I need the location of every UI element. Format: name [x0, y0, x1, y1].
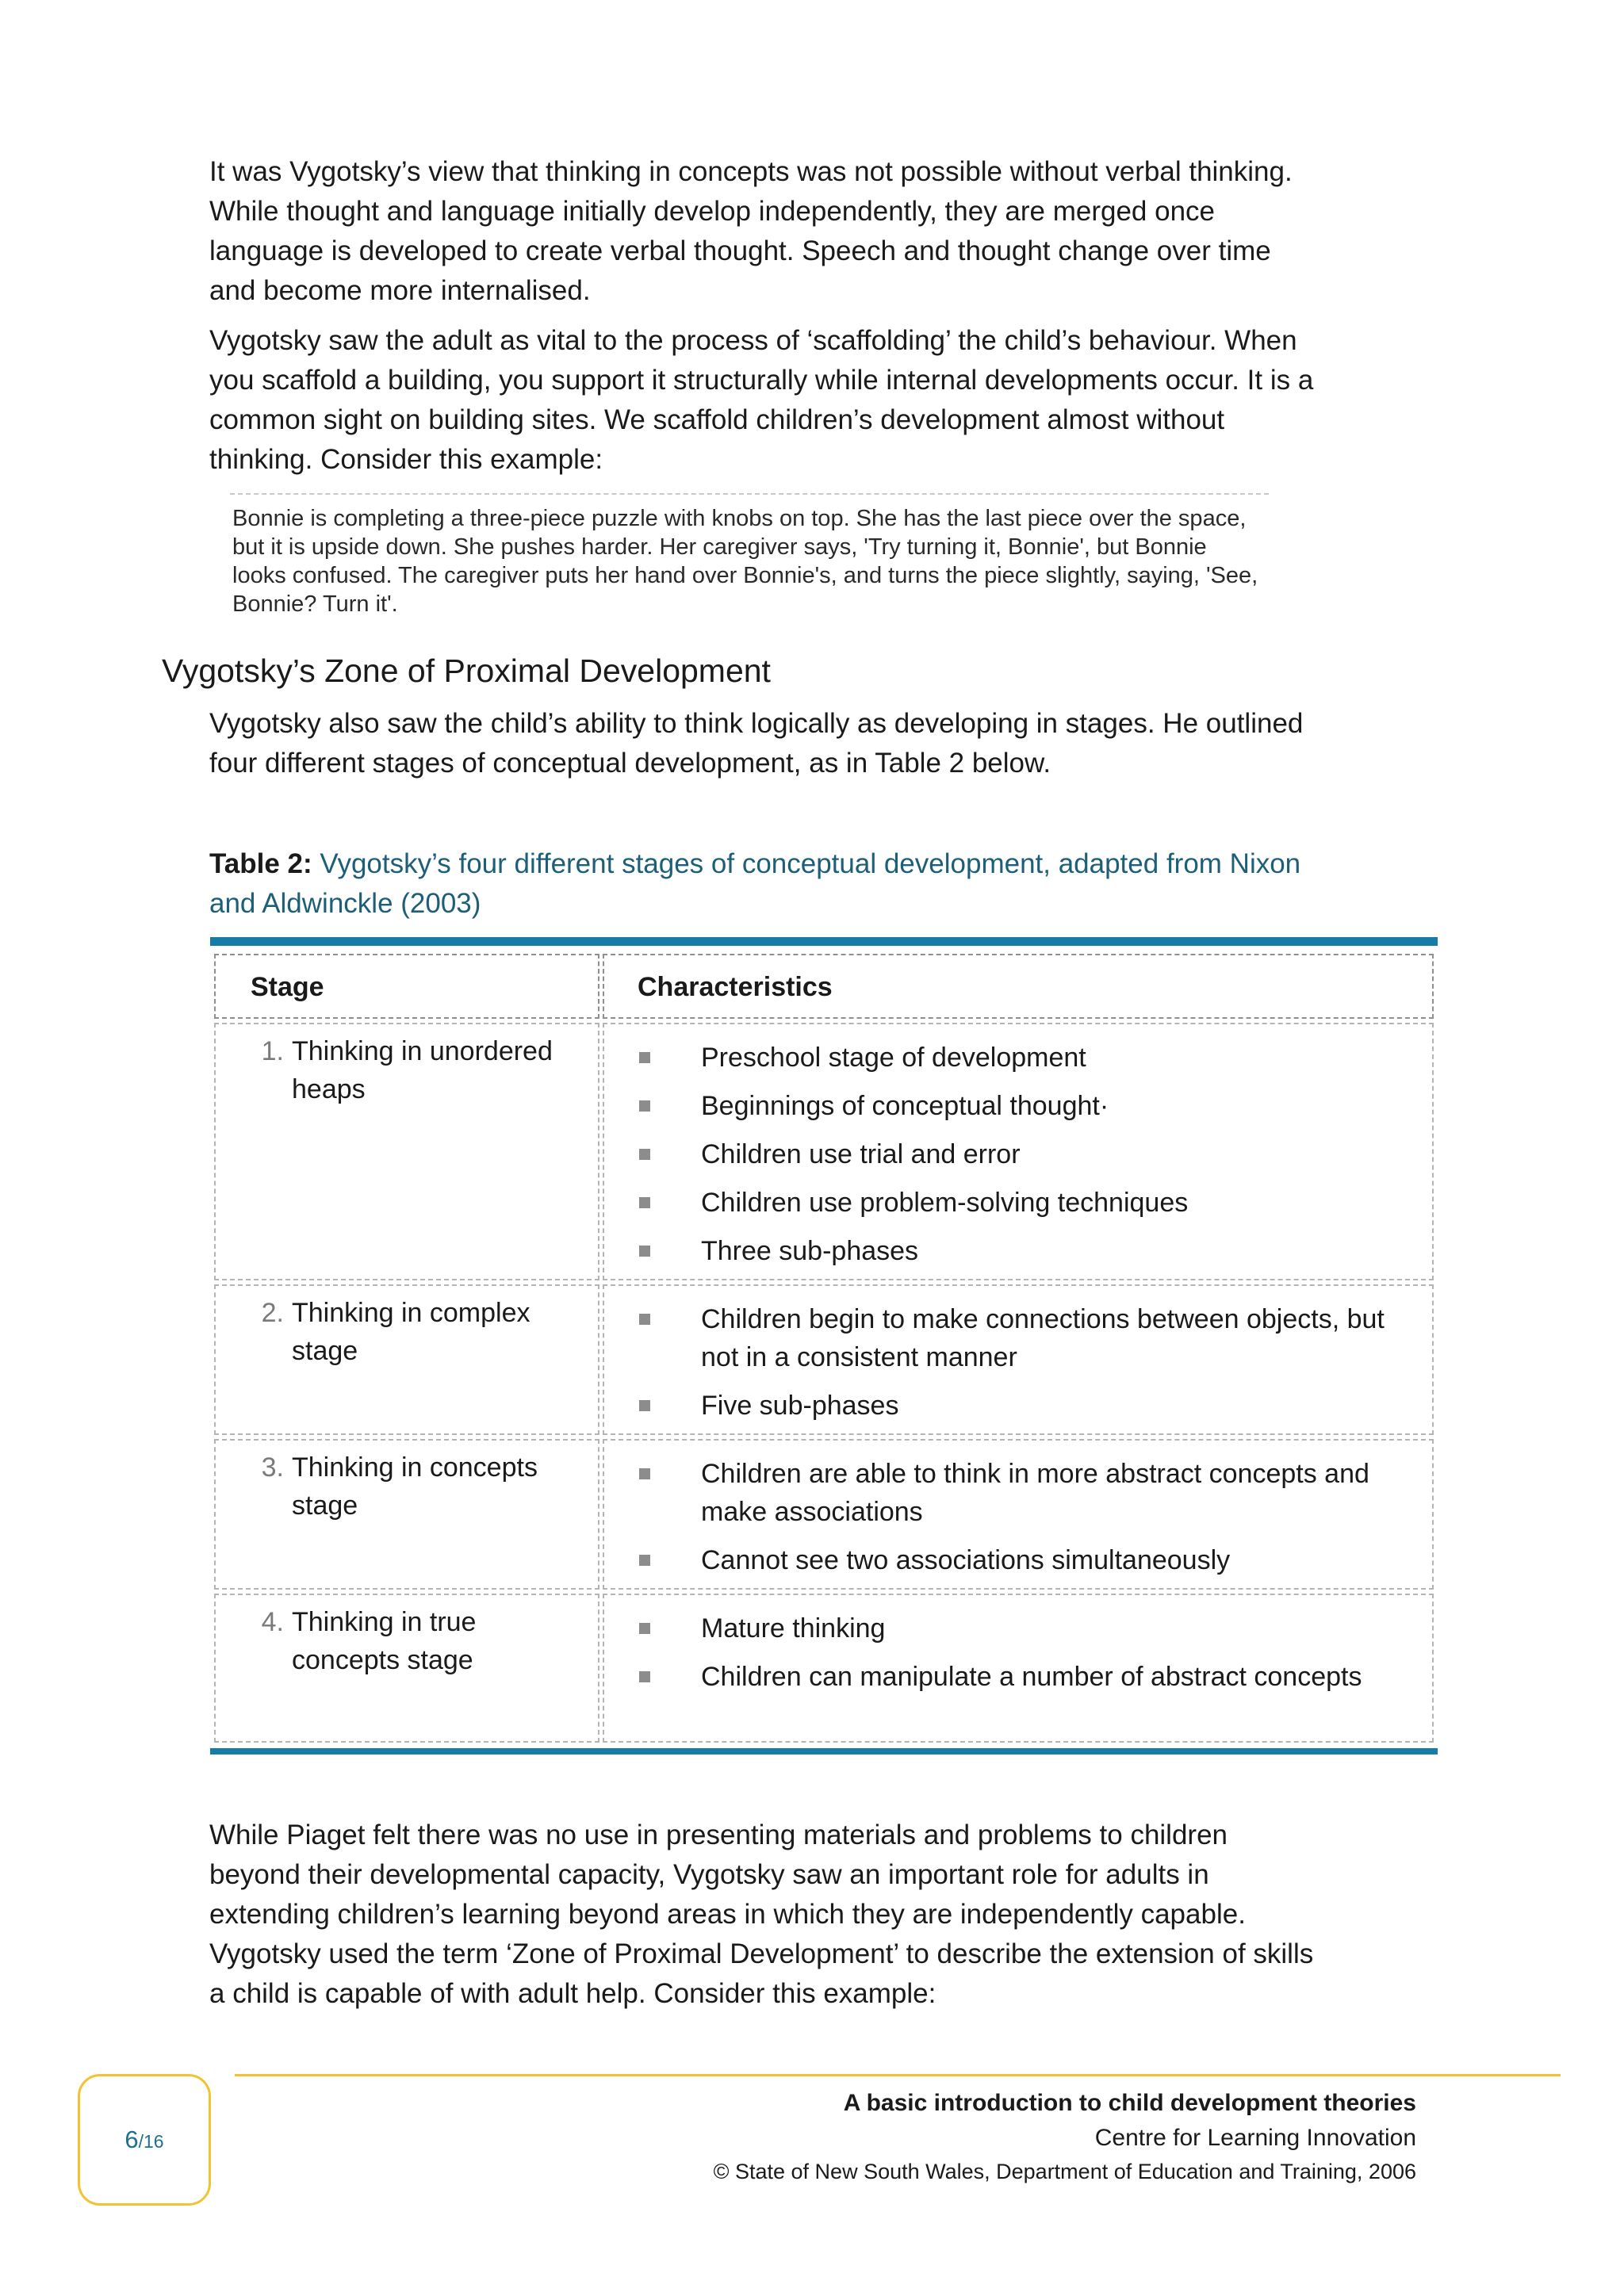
list-item	[604, 1135, 1432, 1173]
example-top-rule	[230, 493, 1269, 495]
stage-label: Thinking in true concepts stage	[292, 1607, 477, 1675]
list-item	[604, 1232, 1432, 1270]
list-item-text: Mature thinking	[701, 1613, 886, 1644]
list-item-text: Cannot see two associations simultaneously	[701, 1545, 1231, 1575]
footer-rule	[235, 2074, 1561, 2076]
list-item-text: Children can manipulate a number of abstract concepts	[701, 1662, 1362, 1692]
table-bottom-bar	[210, 1748, 1438, 1755]
characteristics-list	[604, 1300, 1432, 1435]
list-item	[604, 1184, 1432, 1222]
list-item	[604, 1658, 1432, 1696]
table-row-3-stage	[214, 1439, 599, 1590]
stage-number: 1.	[261, 1036, 284, 1066]
stage-number: 4.	[261, 1607, 284, 1637]
bullet-square-icon	[639, 1197, 650, 1208]
bullet-square-icon	[639, 1671, 650, 1682]
table-row-4-stage	[214, 1594, 599, 1743]
list-item	[604, 1039, 1432, 1077]
page-current: 6	[124, 2126, 139, 2153]
header-label-characteristics: Characteristics	[638, 972, 833, 1002]
list-item-text: Children begin to make connections between objects, but not in a consistent manner	[701, 1304, 1385, 1372]
body-paragraph-4: While Piaget felt there was no use in presenting materials and problems to children beyond their developmental capacity, Vygotsky saw an important role for adults in extending children’s learning beyond areas in which they are independently capable. Vygotsky used the term ‘Zone of Proximal Development’ to describe the extension of skills a child is capable of with adult help. Consider this example:	[209, 1820, 1314, 2009]
table-row-1-characteristics	[603, 1023, 1434, 1280]
list-item	[604, 1087, 1432, 1125]
characteristics-list	[604, 1455, 1432, 1590]
bullet-square-icon	[639, 1468, 650, 1479]
bullet-square-icon	[639, 1149, 650, 1160]
footer-organisation: Centre for Learning Innovation	[1094, 2125, 1416, 2151]
page-number	[80, 2126, 209, 2154]
table-header-characteristics	[603, 954, 1434, 1019]
bullet-square-icon	[639, 1052, 650, 1063]
list-item-text: Preschool stage of development	[701, 1043, 1086, 1073]
characteristics-list	[604, 1609, 1432, 1706]
list-item	[604, 1300, 1432, 1376]
table-row-1-stage	[214, 1023, 599, 1280]
list-item	[604, 1541, 1432, 1579]
bullet-square-icon	[639, 1314, 650, 1325]
table-row-4-characteristics	[603, 1594, 1434, 1743]
stage-label: Thinking in complex stage	[292, 1298, 530, 1366]
header-label-stage: Stage	[251, 972, 324, 1002]
table-row-3-characteristics	[603, 1439, 1434, 1590]
characteristics-list	[604, 1039, 1432, 1280]
bullet-square-icon	[639, 1623, 650, 1634]
body-paragraph-3: Vygotsky also saw the child’s ability to think logically as developing in stages. He outlined four different stages of conceptual development, as in Table 2 below.	[209, 708, 1304, 779]
stage-number: 2.	[261, 1298, 284, 1328]
list-item-text: Children are able to think in more abstract concepts and make associations	[701, 1459, 1369, 1527]
list-item-text: Children use problem-solving techniques	[701, 1188, 1189, 1218]
section-heading: Vygotsky’s Zone of Proximal Development	[162, 652, 771, 689]
table-row-2-stage	[214, 1284, 599, 1435]
table-caption	[209, 844, 1320, 924]
bullet-square-icon	[639, 1555, 650, 1566]
bullet-square-icon	[639, 1100, 650, 1112]
stage-label: Thinking in concepts stage	[292, 1452, 538, 1521]
bullet-square-icon	[639, 1400, 650, 1411]
body-paragraph-1: It was Vygotsky’s view that thinking in concepts was not possible without verbal thinking. While thought and language initially develop independently, they are merged once language is developed to create verbal thought. Speech and thought change over time and become more internalised.	[209, 156, 1293, 306]
example-callout: Bonnie is completing a three-piece puzzle with knobs on top. She has the last piece over the space, but it is upside down. She pushes harder. Her caregiver says, 'Try turning it, Bonnie', but Bonnie looks confused. The caregiver puts her hand over Bonnie's, and turns the piece slightly, saying, 'See, Bonnie? Turn it'.	[232, 506, 1258, 617]
table-caption-label: Table 2:	[209, 848, 312, 879]
page-number-box	[78, 2074, 211, 2206]
table-header-stage	[214, 954, 599, 1019]
list-item	[604, 1387, 1432, 1425]
stage-number: 3.	[261, 1452, 284, 1483]
list-item-text: Children use trial and error	[701, 1139, 1021, 1169]
list-item	[604, 1455, 1432, 1531]
list-item	[604, 1609, 1432, 1647]
stage-label: Thinking in unordered heaps	[292, 1036, 553, 1104]
table-row-2-characteristics	[603, 1284, 1434, 1435]
body-paragraph-2: Vygotsky saw the adult as vital to the process of ‘scaffolding’ the child’s behaviour. When you scaffold a building, you support it structurally while internal developments occur. It is a common sight on building sites. We scaffold children’s development almost without thinking. Consider this example:	[209, 325, 1314, 475]
table-top-bar	[210, 937, 1438, 946]
table-caption-text: Vygotsky’s four different stages of conceptual development, adapted from Nixon and Aldwinckle (2003)	[209, 848, 1301, 919]
footer-copyright: © State of New South Wales, Department of Education and Training, 2006	[713, 2160, 1416, 2183]
list-item-text: Five sub-phases	[701, 1391, 899, 1421]
page-total: /16	[138, 2131, 164, 2152]
footer-title: A basic introduction to child development theories	[843, 2090, 1416, 2116]
list-item-text: Beginnings of conceptual thought·	[701, 1091, 1109, 1121]
list-item-text: Three sub-phases	[701, 1236, 919, 1266]
bullet-square-icon	[639, 1246, 650, 1257]
